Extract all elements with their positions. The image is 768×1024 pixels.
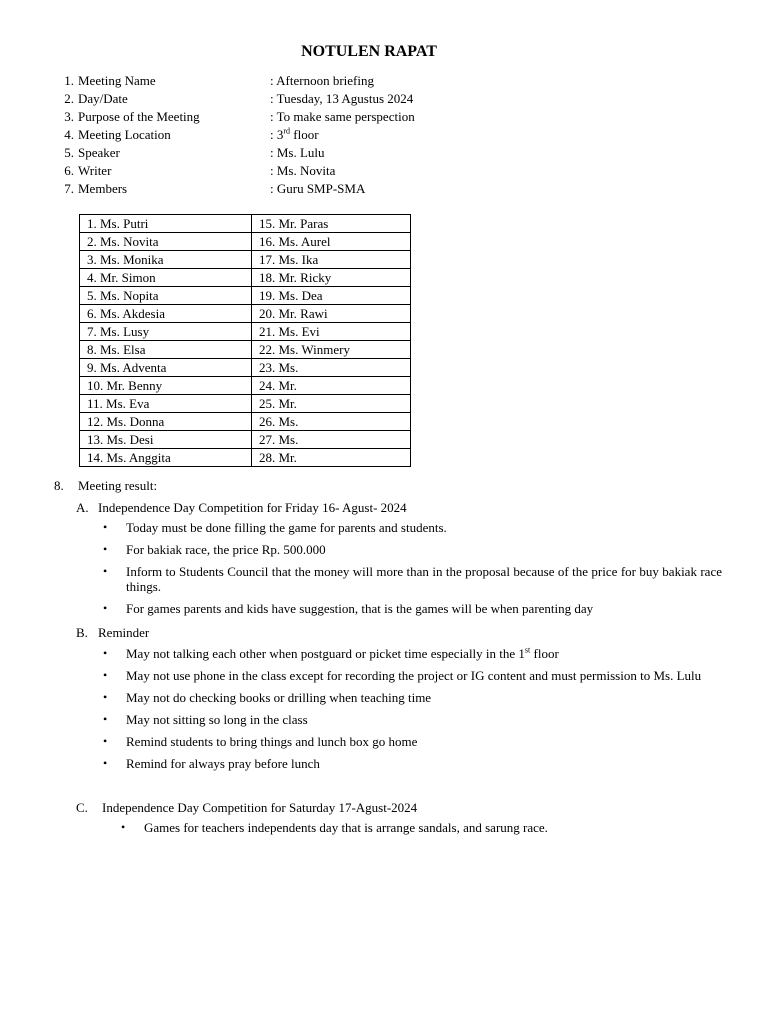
meeting-result-heading bbox=[54, 477, 734, 495]
list-item bbox=[54, 564, 734, 594]
list-item-text: For bakiak race, the price Rp. 500.000 bbox=[126, 542, 326, 557]
table-row bbox=[80, 305, 411, 323]
info-value: : Afternoon briefing bbox=[270, 73, 374, 88]
list-item bbox=[54, 520, 734, 535]
info-label: Speaker bbox=[78, 145, 120, 160]
list-item-text: Today must be done filling the game for parents and students. bbox=[126, 520, 447, 535]
subsection-c-heading bbox=[76, 798, 734, 817]
info-row-writer bbox=[60, 162, 500, 180]
table-row bbox=[80, 359, 411, 377]
table-row bbox=[80, 431, 411, 449]
info-value: : To make same perspection bbox=[270, 109, 415, 124]
section-number: 8. bbox=[54, 478, 64, 493]
table-cell: 9. Ms. Adventa bbox=[80, 359, 252, 377]
subsection-b-list bbox=[54, 646, 734, 771]
bullet-icon: • bbox=[103, 690, 108, 704]
table-cell: 4. Mr. Simon bbox=[80, 269, 252, 287]
table-cell: 5. Ms. Nopita bbox=[80, 287, 252, 305]
list-item-text: Inform to Students Council that the money will more than in the proposal because of the price for buy bakiak race things. bbox=[126, 564, 722, 594]
bullet-icon: • bbox=[103, 668, 108, 682]
info-label: Members bbox=[78, 181, 128, 196]
table-cell: 14. Ms. Anggita bbox=[80, 449, 252, 467]
info-value: : Tuesday, 13 Agustus 2024 bbox=[270, 91, 414, 106]
bullet-icon: • bbox=[121, 820, 126, 834]
table-row bbox=[80, 323, 411, 341]
table-cell: 22. Ms. Winmery bbox=[252, 341, 411, 359]
members-table bbox=[79, 214, 411, 467]
table-row bbox=[80, 395, 411, 413]
table-cell: 10. Mr. Benny bbox=[80, 377, 252, 395]
table-cell: 18. Mr. Ricky bbox=[252, 269, 411, 287]
table-cell: 16. Ms. Aurel bbox=[252, 233, 411, 251]
list-item-superscript: st bbox=[524, 645, 531, 655]
list-item-text: May not do checking books or drilling when teaching time bbox=[126, 690, 432, 705]
bullet-icon: • bbox=[103, 542, 108, 556]
table-cell: 3. Ms. Monika bbox=[80, 251, 252, 269]
list-item bbox=[54, 646, 734, 661]
table-cell: 19. Ms. Dea bbox=[252, 287, 411, 305]
subsection-letter: B. bbox=[76, 625, 88, 640]
table-cell: 21. Ms. Evi bbox=[252, 323, 411, 341]
table-row bbox=[80, 341, 411, 359]
list-item bbox=[54, 601, 734, 616]
subsection-b-heading bbox=[76, 623, 734, 642]
table-cell: 28. Mr. bbox=[252, 449, 411, 467]
list-item bbox=[54, 820, 734, 835]
table-cell: 2. Ms. Novita bbox=[80, 233, 252, 251]
bullet-icon: • bbox=[103, 520, 108, 534]
list-item bbox=[54, 712, 734, 727]
info-value-prefix: : 3 bbox=[270, 127, 284, 142]
info-number: 3. bbox=[64, 109, 74, 124]
info-label: Meeting Name bbox=[78, 73, 156, 88]
info-number: 1. bbox=[64, 73, 74, 88]
page-title: NOTULEN RAPAT bbox=[301, 43, 437, 60]
table-cell: 8. Ms. Elsa bbox=[80, 341, 252, 359]
info-label: Writer bbox=[78, 163, 112, 178]
table-cell: 24. Mr. bbox=[252, 377, 411, 395]
list-item-text: Remind students to bring things and lunch box go home bbox=[126, 734, 418, 749]
table-cell: 27. Ms. bbox=[252, 431, 411, 449]
table-cell: 7. Ms. Lusy bbox=[80, 323, 252, 341]
info-label: Meeting Location bbox=[78, 127, 171, 142]
info-number: 4. bbox=[64, 127, 74, 142]
info-row-date bbox=[60, 90, 500, 108]
bullet-icon: • bbox=[103, 646, 108, 660]
list-item-text: For games parents and kids have suggestion, that is the games will be when parenting day bbox=[126, 601, 594, 616]
subsection-title: Reminder bbox=[98, 625, 150, 640]
subsection-letter: A. bbox=[76, 500, 89, 515]
info-row-members bbox=[60, 180, 500, 198]
info-value-superscript: rd bbox=[283, 126, 291, 136]
info-value: : Guru SMP-SMA bbox=[270, 181, 366, 196]
list-item bbox=[54, 690, 734, 705]
info-value bbox=[270, 126, 319, 144]
bullet-icon: • bbox=[103, 756, 108, 770]
bullet-icon: • bbox=[103, 712, 108, 726]
info-value-suffix: floor bbox=[290, 127, 319, 142]
list-item bbox=[54, 756, 734, 771]
section-label: Meeting result: bbox=[78, 478, 158, 493]
table-cell: 17. Ms. Ika bbox=[252, 251, 411, 269]
meeting-result-section bbox=[54, 477, 734, 842]
info-row-purpose bbox=[60, 108, 500, 126]
table-row bbox=[80, 215, 411, 233]
table-cell: 25. Mr. bbox=[252, 395, 411, 413]
table-cell: 15. Mr. Paras bbox=[252, 215, 411, 233]
info-row-speaker bbox=[60, 144, 500, 162]
list-item-text: May not use phone in the class except for recording the project or IG content and must permission to Ms. Lulu bbox=[126, 668, 702, 683]
list-item bbox=[54, 668, 734, 683]
table-row bbox=[80, 269, 411, 287]
meeting-info-list bbox=[60, 72, 500, 198]
table-cell: 26. Ms. bbox=[252, 413, 411, 431]
table-cell: 1. Ms. Putri bbox=[80, 215, 252, 233]
info-number: 6. bbox=[64, 163, 74, 178]
bullet-icon: • bbox=[103, 734, 108, 748]
table-row bbox=[80, 377, 411, 395]
bullet-icon: • bbox=[103, 601, 108, 615]
subsection-a-heading bbox=[76, 498, 734, 517]
info-number: 2. bbox=[64, 91, 74, 106]
table-cell: 13. Ms. Desi bbox=[80, 431, 252, 449]
subsection-title: Independence Day Competition for Friday 16- Agust- 2024 bbox=[98, 500, 407, 515]
list-item-text-suffix: floor bbox=[530, 646, 559, 661]
subsection-a-list bbox=[54, 520, 734, 616]
info-number: 5. bbox=[64, 145, 74, 160]
table-row bbox=[80, 287, 411, 305]
info-value: : Ms. Lulu bbox=[270, 145, 325, 160]
list-item-text-prefix: May not talking each other when postguard or picket time especially in the 1 bbox=[126, 646, 525, 661]
subsection-title: Independence Day Competition for Saturday 17-Agust-2024 bbox=[102, 800, 418, 815]
info-row-location bbox=[60, 126, 500, 144]
list-item bbox=[54, 542, 734, 557]
table-cell: 20. Mr. Rawi bbox=[252, 305, 411, 323]
table-cell: 12. Ms. Donna bbox=[80, 413, 252, 431]
info-label: Day/Date bbox=[78, 91, 128, 106]
table-cell: 23. Ms. bbox=[252, 359, 411, 377]
table-row bbox=[80, 251, 411, 269]
list-item-text: May not sitting so long in the class bbox=[126, 712, 308, 727]
bullet-icon: • bbox=[103, 564, 108, 578]
subsection-c-list bbox=[54, 820, 734, 835]
list-item-text: Remind for always pray before lunch bbox=[126, 756, 320, 771]
info-value: : Ms. Novita bbox=[270, 163, 336, 178]
table-cell: 6. Ms. Akdesia bbox=[80, 305, 252, 323]
table-row bbox=[80, 233, 411, 251]
table-row bbox=[80, 413, 411, 431]
subsection-letter: C. bbox=[76, 800, 88, 815]
list-item-text: Games for teachers independents day that is arrange sandals, and sarung race. bbox=[144, 820, 548, 835]
info-label: Purpose of the Meeting bbox=[78, 109, 200, 124]
list-item bbox=[54, 734, 734, 749]
table-cell: 11. Ms. Eva bbox=[80, 395, 252, 413]
info-number: 7. bbox=[64, 181, 74, 196]
table-row bbox=[80, 449, 411, 467]
info-row-meeting-name bbox=[60, 72, 500, 90]
